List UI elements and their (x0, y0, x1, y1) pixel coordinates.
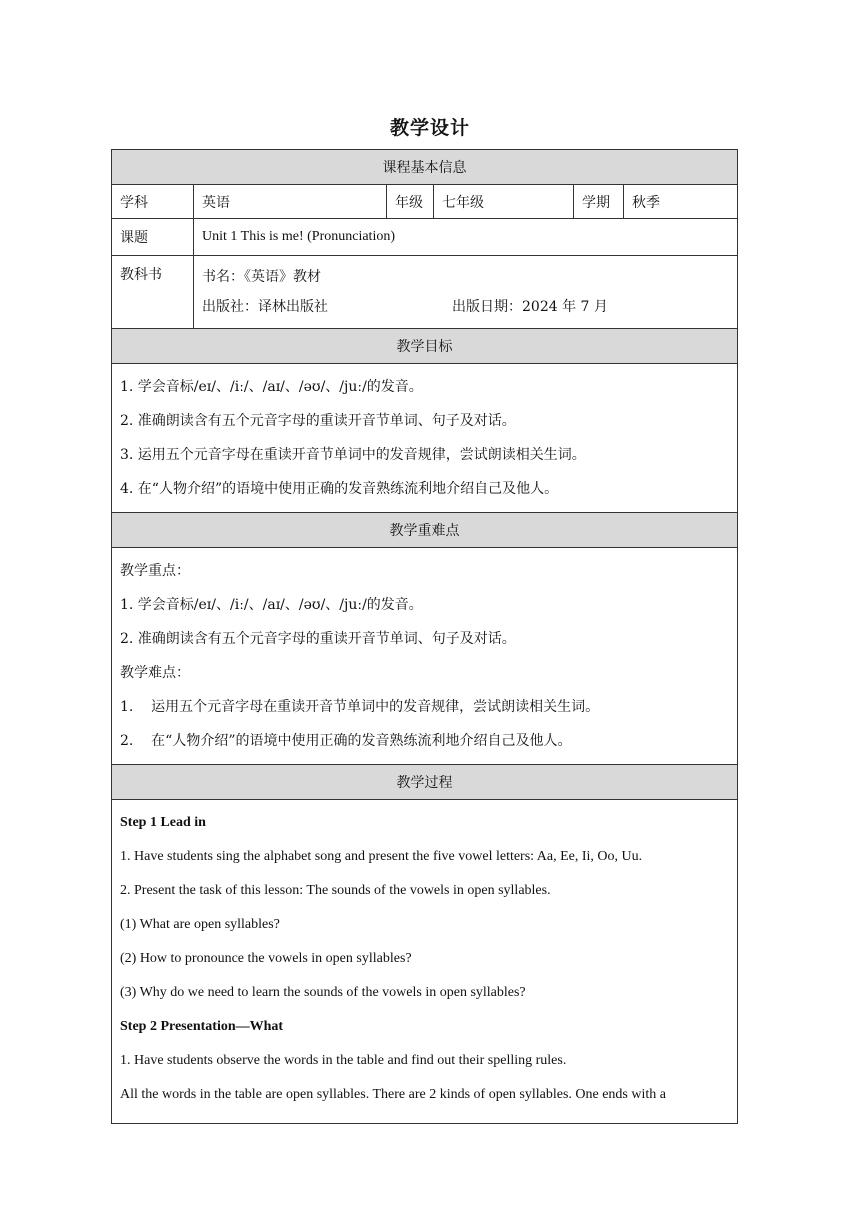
step-line: (1) What are open syllables? (120, 917, 280, 932)
step-title: Step 2 Presentation—What (120, 1019, 284, 1034)
book-name: 书名：《英语》教材 (202, 269, 321, 285)
key-label: 教学重点： (120, 563, 190, 579)
step-line: 1. Have students observe the words in the table and find out their spelling rules. (120, 1053, 567, 1068)
step-line: (3) Why do we need to learn the sounds of the vowels in open syllables? (120, 985, 526, 1000)
objective-item: 4. 在“人物介绍”的语境中使用正确的发音熟练流利地介绍自己及他人。 (120, 481, 559, 497)
difficult-label: 教学难点： (120, 665, 190, 681)
term-value: 秋季 (624, 185, 738, 219)
page-title: 教学设计 (389, 117, 470, 139)
subject-value: 英语 (194, 185, 387, 219)
step-title: Step 1 Lead in (120, 815, 206, 830)
grade-label: 年级 (387, 185, 434, 219)
key-item: 1. 学会音标/eɪ/、/iː/、/aɪ/、/əʊ/、/juː/的发音。 (120, 597, 423, 613)
key-points-body (112, 548, 738, 765)
objective-item: 2. 准确朗读含有五个元音字母的重读开音节单词、句子及对话。 (120, 413, 516, 429)
textbook-label: 教科书 (112, 256, 194, 329)
step-line: (2) How to pronounce the vowels in open syllables? (120, 951, 412, 966)
topic-label: 课题 (112, 219, 194, 256)
objective-item: 3. 运用五个元音字母在重读开音节单词中的发音规律，尝试朗读相关生词。 (120, 447, 586, 463)
term-label: 学期 (574, 185, 624, 219)
topic-value: Unit 1 This is me! (Pronunciation) (194, 219, 738, 256)
basic-info-header: 课程基本信息 (112, 150, 738, 185)
subject-label: 学科 (112, 185, 194, 219)
objectives-header: 教学目标 (112, 329, 738, 364)
grade-value: 七年级 (434, 185, 574, 219)
publisher-row (202, 292, 729, 322)
key-points-header: 教学重难点 (112, 513, 738, 548)
difficult-item: 2. 在“人物介绍”的语境中使用正确的发音熟练流利地介绍自己及他人。 (120, 733, 572, 749)
process-header: 教学过程 (112, 765, 738, 800)
process-body (112, 800, 738, 1124)
publisher: 出版社：译林出版社 (202, 299, 328, 315)
step-line: All the words in the table are open syllables. There are 2 kinds of open syllables. One ends with a (120, 1087, 666, 1102)
publish-date: 出版日期：2024 年 7 月 (452, 299, 608, 315)
step-line: 2. Present the task of this lesson: The sounds of the vowels in open syllables. (120, 883, 551, 898)
key-item: 2. 准确朗读含有五个元音字母的重读开音节单词、句子及对话。 (120, 631, 516, 647)
lesson-plan-table (111, 149, 738, 1124)
objective-item: 1. 学会音标/eɪ/、/iː/、/aɪ/、/əʊ/、/juː/的发音。 (120, 379, 423, 395)
textbook-info (194, 256, 738, 329)
objectives-body (112, 364, 738, 513)
step-line: 1. Have students sing the alphabet song and present the five vowel letters: Aa, Ee, Ii, Oo, Uu. (120, 849, 643, 864)
difficult-item: 1. 运用五个元音字母在重读开音节单词中的发音规律，尝试朗读相关生词。 (120, 699, 600, 715)
